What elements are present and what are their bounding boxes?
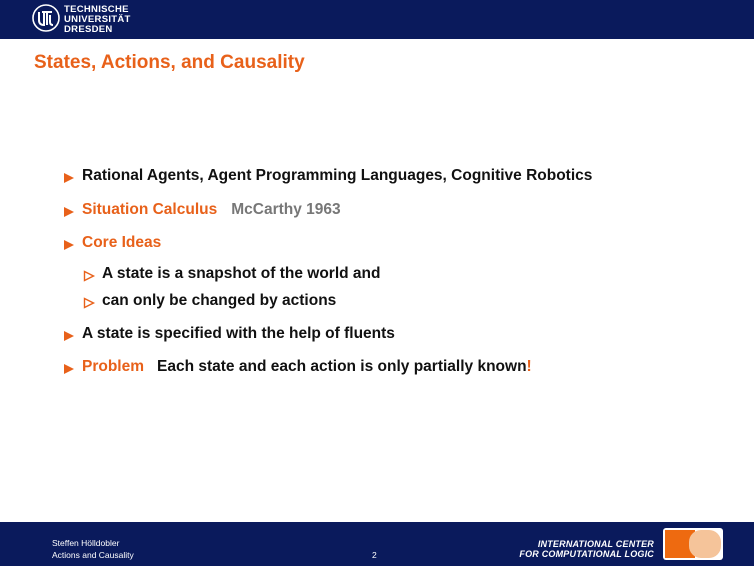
university-line-1: TECHNISCHE: [64, 4, 129, 15]
bullet-item: [62, 325, 742, 359]
bullet-item: [62, 234, 742, 268]
iccl-line-2: FOR COMPUTATIONAL LOGIC: [519, 549, 654, 559]
bullet-arrow-icon: [62, 329, 76, 343]
bullet-statement: Each state and each action is only partially known: [157, 358, 527, 375]
bullet-term: Situation Calculus: [82, 200, 218, 218]
iccl-line-1: INTERNATIONAL CENTER: [537, 539, 654, 549]
tu-dresden-emblem-icon: [32, 4, 60, 32]
sub-bullet-arrow-icon: [82, 296, 96, 310]
bullet-arrow-icon: [62, 205, 76, 219]
sub-bullet-item: [62, 292, 742, 325]
university-line-3: DRESDEN: [64, 24, 113, 35]
bullet-item: [62, 358, 742, 392]
sub-bullet-text: A state is a snapshot of the world and: [102, 264, 381, 282]
bullet-text: [82, 201, 341, 219]
university-line-2: UNIVERSITÄT: [64, 14, 131, 25]
sub-bullet-item: [62, 265, 742, 292]
sub-bullet-text: can only be changed by actions: [102, 291, 337, 309]
iccl-logo-icon: [663, 527, 723, 561]
bullet-text: A state is specified with the help of fluents: [82, 324, 395, 342]
bullet-arrow-icon: [62, 362, 76, 376]
header-bar: [0, 0, 754, 39]
bullet-exclamation: !: [526, 358, 532, 375]
footer-bar: [0, 522, 754, 566]
bullet-reference: McCarthy 1963: [231, 200, 341, 218]
iccl-name: [519, 539, 654, 559]
sub-bullet-arrow-icon: [82, 269, 96, 283]
slide-title: States, Actions, and Causality: [34, 52, 305, 73]
page-number: 2: [372, 550, 377, 560]
university-name: [64, 5, 131, 35]
bullet-text: [82, 358, 532, 376]
bullet-term: Core Ideas: [82, 234, 162, 251]
footer-author: Steffen Hölldobler: [52, 538, 120, 548]
tu-dresden-logo: [32, 4, 142, 36]
footer-subject: Actions and Causality: [52, 550, 134, 560]
bullet-arrow-icon: [62, 238, 76, 252]
bullet-list: [62, 167, 742, 392]
bullet-arrow-icon: [62, 171, 76, 185]
bullet-item: [62, 201, 742, 235]
bullet-term: Problem: [82, 358, 145, 375]
bullet-text: Rational Agents, Agent Programming Languages, Cognitive Robotics: [82, 167, 593, 184]
bullet-item: [62, 167, 742, 201]
